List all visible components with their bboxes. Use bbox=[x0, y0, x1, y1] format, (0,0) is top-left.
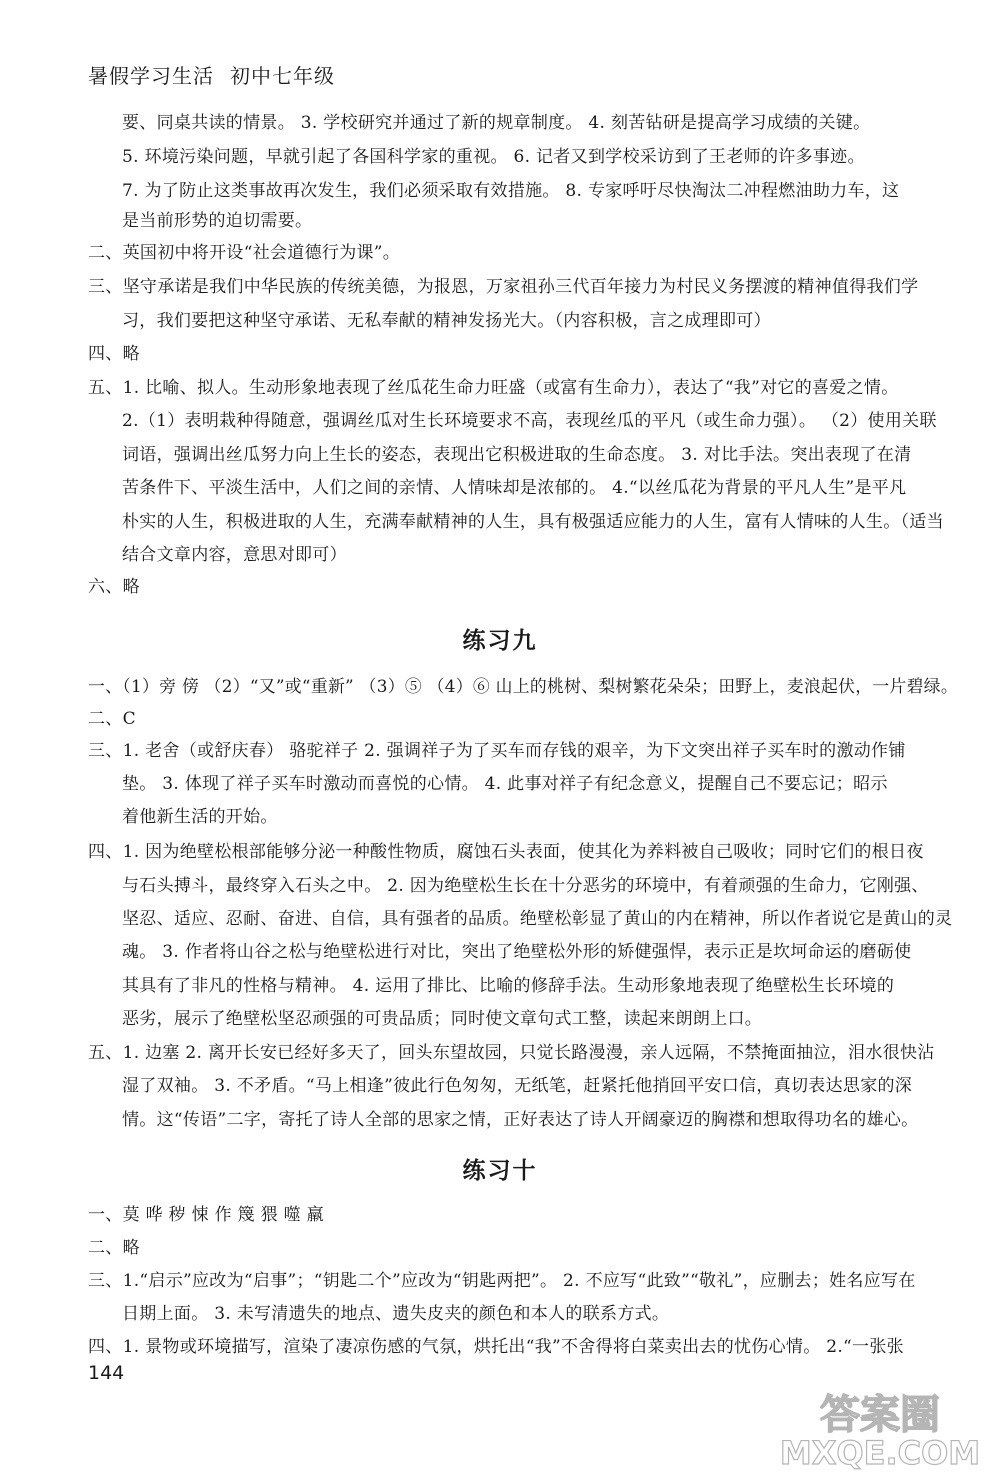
text-line: 三、1.“启示”应改为“启事”；“钥匙二个”应改为“钥匙两把”。 2. 不应写“此致”“敬礼”，应删去；姓名应写在 bbox=[88, 1271, 916, 1291]
book-title: 暑假学习生活 bbox=[88, 64, 214, 88]
text-line: 与石头搏斗，最终穿入石头之中。 2. 因为绝壁松生长在十分恶劣的环境中，有着顽强的生命力，它刚强、 bbox=[122, 876, 929, 896]
text-line: 坚忍、适应、忍耐、奋进、自信，具有强者的品质。绝壁松彰显了黄山的内在精神，所以作者说它是黄山的灵 bbox=[122, 909, 953, 929]
text-line: 三、1. 老舍（或舒庆春） 骆驼祥子 2. 强调祥子为了买车而存钱的艰辛，为下文突出祥子买车时的激动作铺 bbox=[88, 741, 906, 761]
text-line: 六、略 bbox=[88, 577, 140, 597]
text-line: 日期上面。 3. 未写清遗失的地点、遗失皮夹的颜色和本人的联系方式。 bbox=[122, 1304, 670, 1324]
text-line: 湿了双袖。 3. 不矛盾。“马上相逢”彼此行色匆匆，无纸笔，赶紧托他捎回平安口信，真切表达思家的深 bbox=[122, 1076, 913, 1096]
text-line: 一、（1）旁 傍 （2）“又”或“重新” （3）⑤ （4）⑥ 山上的桃树、梨树繁花朵朵；田野上，麦浪起伏，一片碧绿。 bbox=[88, 677, 958, 697]
text-line: 二、略 bbox=[88, 1238, 140, 1258]
grade-label: 初中七年级 bbox=[230, 64, 335, 88]
running-header bbox=[88, 60, 335, 89]
text-line: 魂。 3. 作者将山谷之松与绝壁松进行对比，突出了绝壁松外形的矫健强悍，表示正是坎坷命运的磨砺使 bbox=[122, 942, 912, 962]
text-line: 四、1. 因为绝壁松根部能够分泌一种酸性物质，腐蚀石头表面，使其化为养料被自己吸收；同时它们的根日夜 bbox=[88, 842, 924, 862]
text-line: 二、英国初中将开设“社会道德行为课”。 bbox=[88, 243, 401, 263]
watermark-text-cn: 答案圈 bbox=[820, 1392, 940, 1438]
text-line: 情。这“传语”二字，寄托了诗人全部的思家之情，正好表达了诗人开阔豪迈的胸襟和想取得功名的雄心。 bbox=[122, 1110, 919, 1130]
text-line: 习，我们要把这种坚守承诺、无私奉献的精神发扬光大。（内容积极，言之成理即可） bbox=[122, 311, 771, 331]
text-line: 二、C bbox=[88, 709, 136, 729]
text-line: 要、同桌共读的情景。 3. 学校研究并通过了新的规章制度。 4. 刻苦钻研是提高学习成绩的关键。 bbox=[122, 113, 871, 133]
text-line: 恶劣，展示了绝壁松坚忍顽强的可贵品质；同时使文章句式工整，读起来朗朗上口。 bbox=[122, 1009, 763, 1029]
text-line: 朴实的人生，积极进取的人生，充满奉献精神的人生，具有极强适应能力的人生，富有人情味的人生。（适当 bbox=[122, 512, 944, 532]
text-line: 五、1. 比喻、拟人。生动形象地表现了丝瓜花生命力旺盛（或富有生命力），表达了“我”对它的喜爱之情。 bbox=[88, 378, 899, 398]
section-title: 练习九 bbox=[462, 628, 538, 654]
text-line: 结合文章内容，意思对即可） bbox=[122, 545, 347, 565]
text-line: 三、坚守承诺是我们中华民族的传统美德，为报恩，万家祖孙三代百年接力为村民义务摆渡的精神值得我们学 bbox=[88, 277, 919, 297]
watermark-text-url: MXQE.COM bbox=[779, 1434, 981, 1470]
section-title: 练习十 bbox=[462, 1158, 538, 1184]
text-line: 7. 为了防止这类事故再次发生，我们必须采取有效措施。 8. 专家呼吁尽快淘汰二冲程燃油助力车，这 bbox=[122, 181, 900, 201]
watermark-logo bbox=[768, 1384, 992, 1470]
text-line: 垫。 3. 体现了祥子买车时激动而喜悦的心情。 4. 此事对祥子有纪念意义，提醒自己不要忘记；昭示 bbox=[122, 774, 888, 794]
text-line: 词语，强调出丝瓜努力向上生长的姿态，表现出它积极进取的生命态度。 3. 对比手法。突出表现了在清 bbox=[122, 445, 912, 465]
text-line: 是当前形势的迫切需要。 bbox=[122, 211, 313, 231]
text-line: 着他新生活的开始。 bbox=[122, 807, 278, 827]
text-line: 一、莫 哗 秽 悚 作 篾 猥 噬 羸 bbox=[88, 1205, 324, 1225]
text-line: 2.（1）表明栽种得随意，强调丝瓜对生长环境要求不高，表现丝瓜的平凡（或生命力强）。 （2）使用关联 bbox=[122, 411, 937, 431]
text-line: 其具有了非凡的性格与精神。 4. 运用了排比、比喻的修辞手法。生动形象地表现了绝壁松生长环境的 bbox=[122, 976, 895, 996]
page-number: 144 bbox=[88, 1362, 125, 1384]
text-line: 四、1. 景物或环境描写，渲染了凄凉伤感的气氛，烘托出“我”不舍得将白菜卖出去的忧伤心情。 2.“一张张 bbox=[88, 1337, 904, 1357]
text-line: 苦条件下、平淡生活中，人们之间的亲情、人情味却是浓郁的。 4.“以丝瓜花为背景的平凡人生”是平凡 bbox=[122, 478, 907, 498]
text-line: 5. 环境污染问题，早就引起了各国科学家的重视。 6. 记者又到学校采访到了王老师的许多事迹。 bbox=[122, 147, 865, 167]
text-line: 四、略 bbox=[88, 344, 140, 364]
text-line: 五、1. 边塞 2. 离开长安已经好多天了，回头东望故园，只觉长路漫漫，亲人远隔，不禁掩面抽泣，泪水很快沾 bbox=[88, 1043, 935, 1063]
